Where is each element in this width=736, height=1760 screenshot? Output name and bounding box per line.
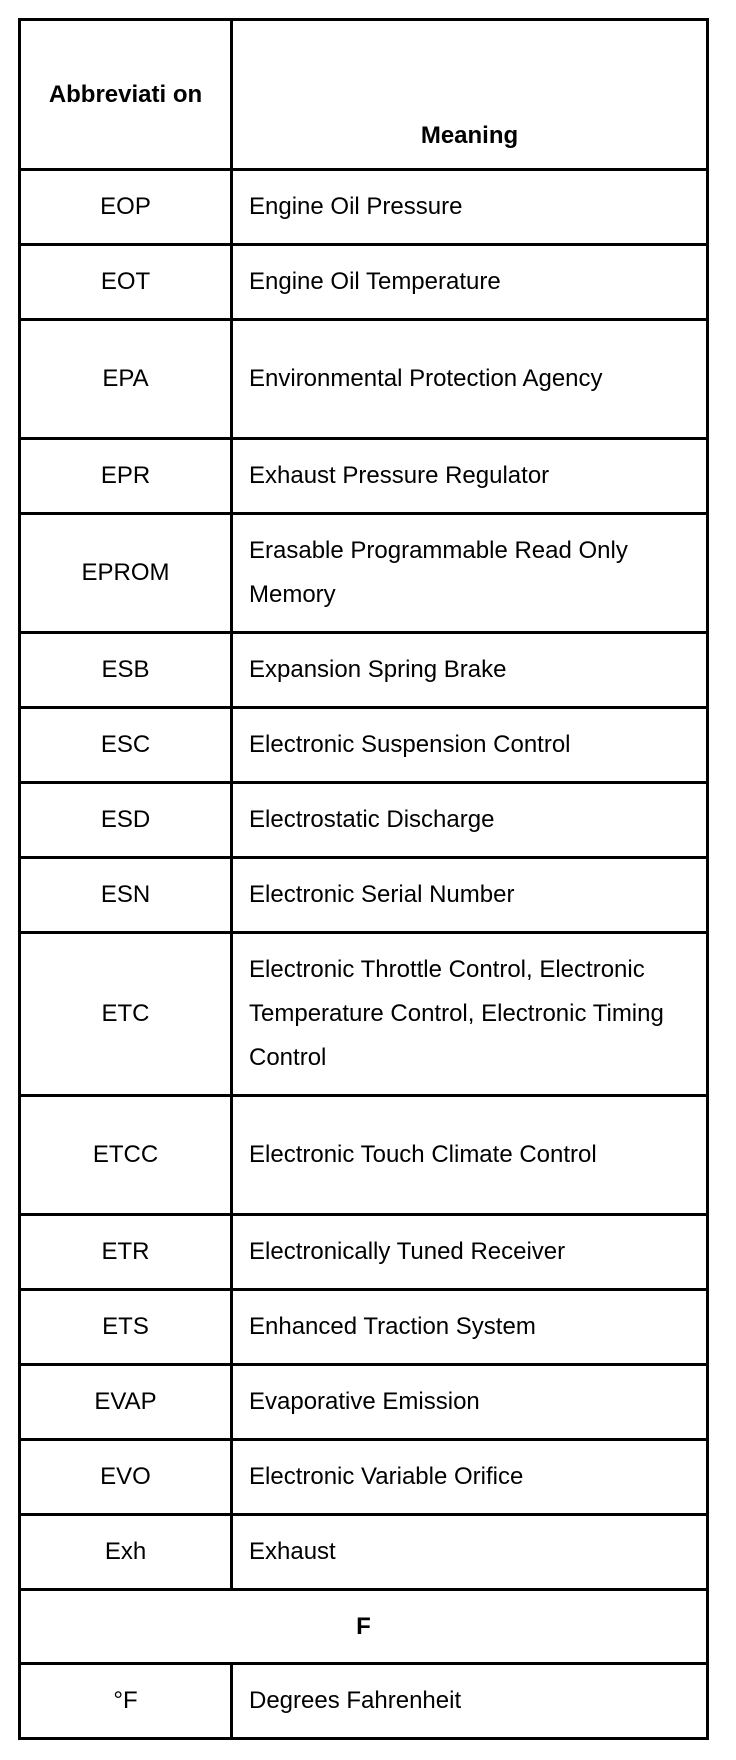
section-heading: F: [20, 1590, 708, 1664]
abbreviation-cell: ESB: [20, 633, 232, 708]
table-row: [20, 320, 708, 439]
table-row: [20, 783, 708, 858]
meaning-cell: Electronic Serial Number: [232, 858, 708, 933]
abbreviation-table: [18, 18, 709, 1740]
abbreviation-cell: Exh: [20, 1515, 232, 1590]
abbreviation-cell: ETC: [20, 933, 232, 1096]
meaning-cell: Expansion Spring Brake: [232, 633, 708, 708]
abbreviation-cell: EOP: [20, 170, 232, 245]
table-row: [20, 439, 708, 514]
table-row: [20, 1664, 708, 1739]
abbreviation-cell: EVAP: [20, 1365, 232, 1440]
section-row: [20, 1590, 708, 1664]
meaning-cell: Exhaust Pressure Regulator: [232, 439, 708, 514]
meaning-cell: Electronic Suspension Control: [232, 708, 708, 783]
abbreviation-cell: ESN: [20, 858, 232, 933]
header-meaning: [232, 20, 708, 170]
abbreviation-cell: ETS: [20, 1290, 232, 1365]
meaning-cell: Enhanced Traction System: [232, 1290, 708, 1365]
abbreviation-cell: EPA: [20, 320, 232, 439]
table-row: [20, 1365, 708, 1440]
meaning-cell: Degrees Fahrenheit: [232, 1664, 708, 1739]
table-row: [20, 1440, 708, 1515]
abbreviation-cell: ESC: [20, 708, 232, 783]
table-row: [20, 514, 708, 633]
header-abbreviation: Abbreviati on: [20, 20, 232, 170]
meaning-cell: Exhaust: [232, 1515, 708, 1590]
meaning-cell: Electrostatic Discharge: [232, 783, 708, 858]
header-meaning-label: Meaning: [420, 122, 519, 149]
table-row: [20, 858, 708, 933]
table-row: [20, 1215, 708, 1290]
table-row: [20, 933, 708, 1096]
abbreviation-cell: °F: [20, 1664, 232, 1739]
abbreviation-cell: EPR: [20, 439, 232, 514]
meaning-cell: Engine Oil Pressure: [232, 170, 708, 245]
abbreviation-cell: ETR: [20, 1215, 232, 1290]
header-row: [20, 20, 708, 170]
meaning-cell: Environmental Protection Agency: [232, 320, 708, 439]
table-row: [20, 1096, 708, 1215]
table-row: [20, 1515, 708, 1590]
table-row: [20, 1290, 708, 1365]
table-row: [20, 245, 708, 320]
meaning-cell: Erasable Programmable Read Only Memory: [232, 514, 708, 633]
meaning-cell: Evaporative Emission: [232, 1365, 708, 1440]
meaning-cell: Electronic Touch Climate Control: [232, 1096, 708, 1215]
table-row: [20, 633, 708, 708]
abbreviation-cell: EPROM: [20, 514, 232, 633]
meaning-cell: Electronic Variable Orifice: [232, 1440, 708, 1515]
meaning-cell: Electronically Tuned Receiver: [232, 1215, 708, 1290]
abbreviation-cell: ETCC: [20, 1096, 232, 1215]
table-row: [20, 170, 708, 245]
table-row: [20, 708, 708, 783]
abbreviation-cell: EVO: [20, 1440, 232, 1515]
abbreviation-cell: ESD: [20, 783, 232, 858]
meaning-cell: Engine Oil Temperature: [232, 245, 708, 320]
abbreviation-cell: EOT: [20, 245, 232, 320]
meaning-cell: Electronic Throttle Control, Electronic Temperature Control, Electronic Timing Control: [232, 933, 708, 1096]
